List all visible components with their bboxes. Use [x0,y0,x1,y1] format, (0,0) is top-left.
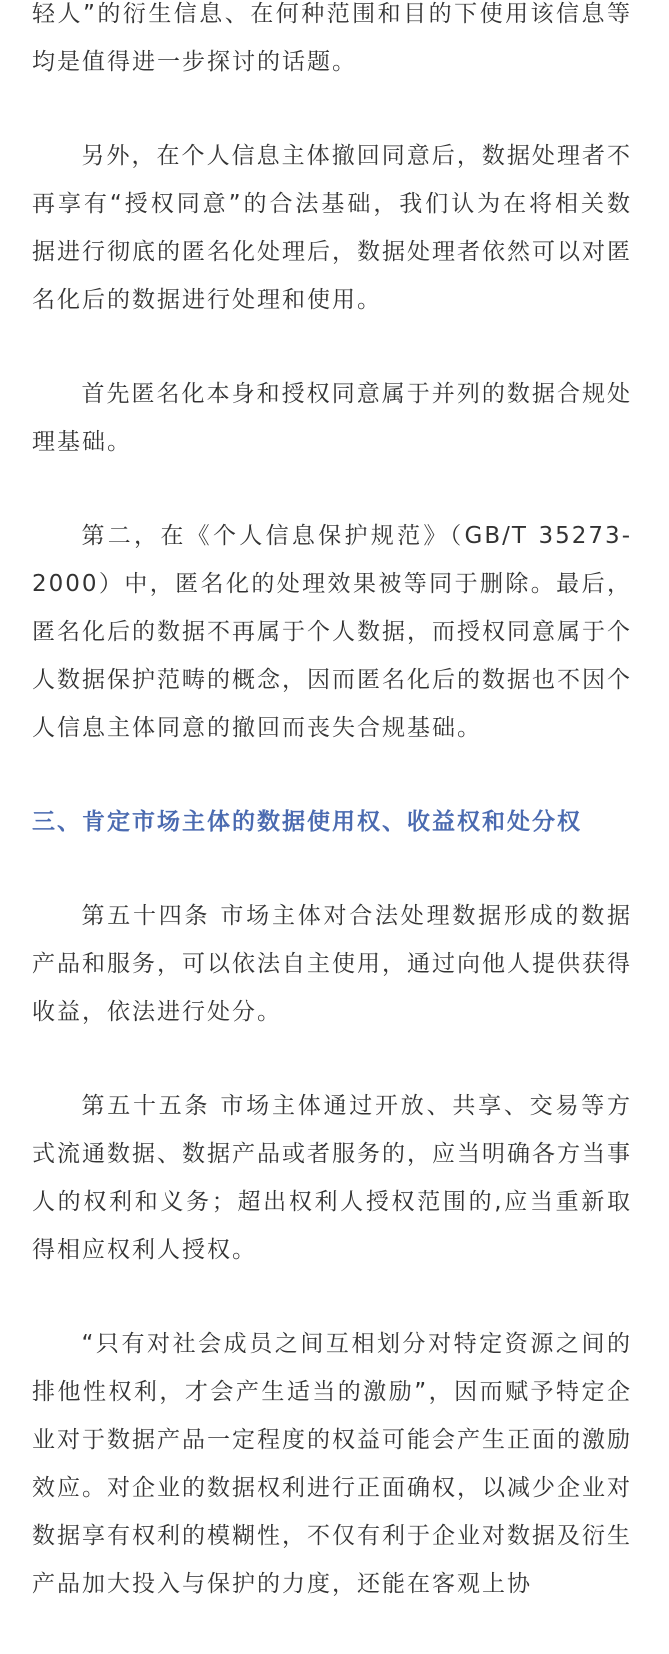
paragraph-continuation: 轻人”的衍生信息、在何种范围和目的下使用该信息等均是值得进一步探讨的话题。 [32,1,632,75]
paragraph-anonymization-basis: 首先匿名化本身和授权同意属于并列的数据合规处理基础。 [32,381,632,455]
article-body [32,0,632,1654]
paragraph-withdraw-consent: 另外，在个人信息主体撤回同意后，数据处理者不再享有“授权同意”的合法基础，我们认为在将相关数据进行彻底的匿名化处理后，数据处理者依然可以对匿名化后的数据进行处理和使用。 [32,143,632,313]
paragraph-article-54: 第五十四条 市场主体对合法处理数据形成的数据产品和服务，可以依法自主使用，通过向他人提供获得收益，依法进行处分。 [32,903,632,1025]
paragraph-incentive-quote: “只有对社会成员之间互相划分对特定资源之间的排他性权利，才会产生适当的激励”，因而赋予特定企业对于数据产品一定程度的权益可能会产生正面的激励效应。对企业的数据权利进行正面确权，以减少企业对数据享有权利的模糊性，不仅有利于企业对数据及衍生产品加大投入与保护的力度，还能在客观上协 [32,1331,632,1597]
paragraph-second-last: 第二，在《个人信息保护规范》（GB/T 35273-2000）中，匿名化的处理效果被等同于删除。最后，匿名化后的数据不再属于个人数据，而授权同意属于个人数据保护范畴的概念，因而匿名化后的数据也不因个人信息主体同意的撤回而丧失合规基础。 [32,523,632,741]
paragraph-article-55: 第五十五条 市场主体通过开放、共享、交易等方式流通数据、数据产品或者服务的，应当明确各方当事人的权利和义务；超出权利人授权范围的,应当重新取得相应权利人授权。 [32,1093,632,1263]
section-heading: 三、肯定市场主体的数据使用权、收益权和处分权 [32,809,582,835]
